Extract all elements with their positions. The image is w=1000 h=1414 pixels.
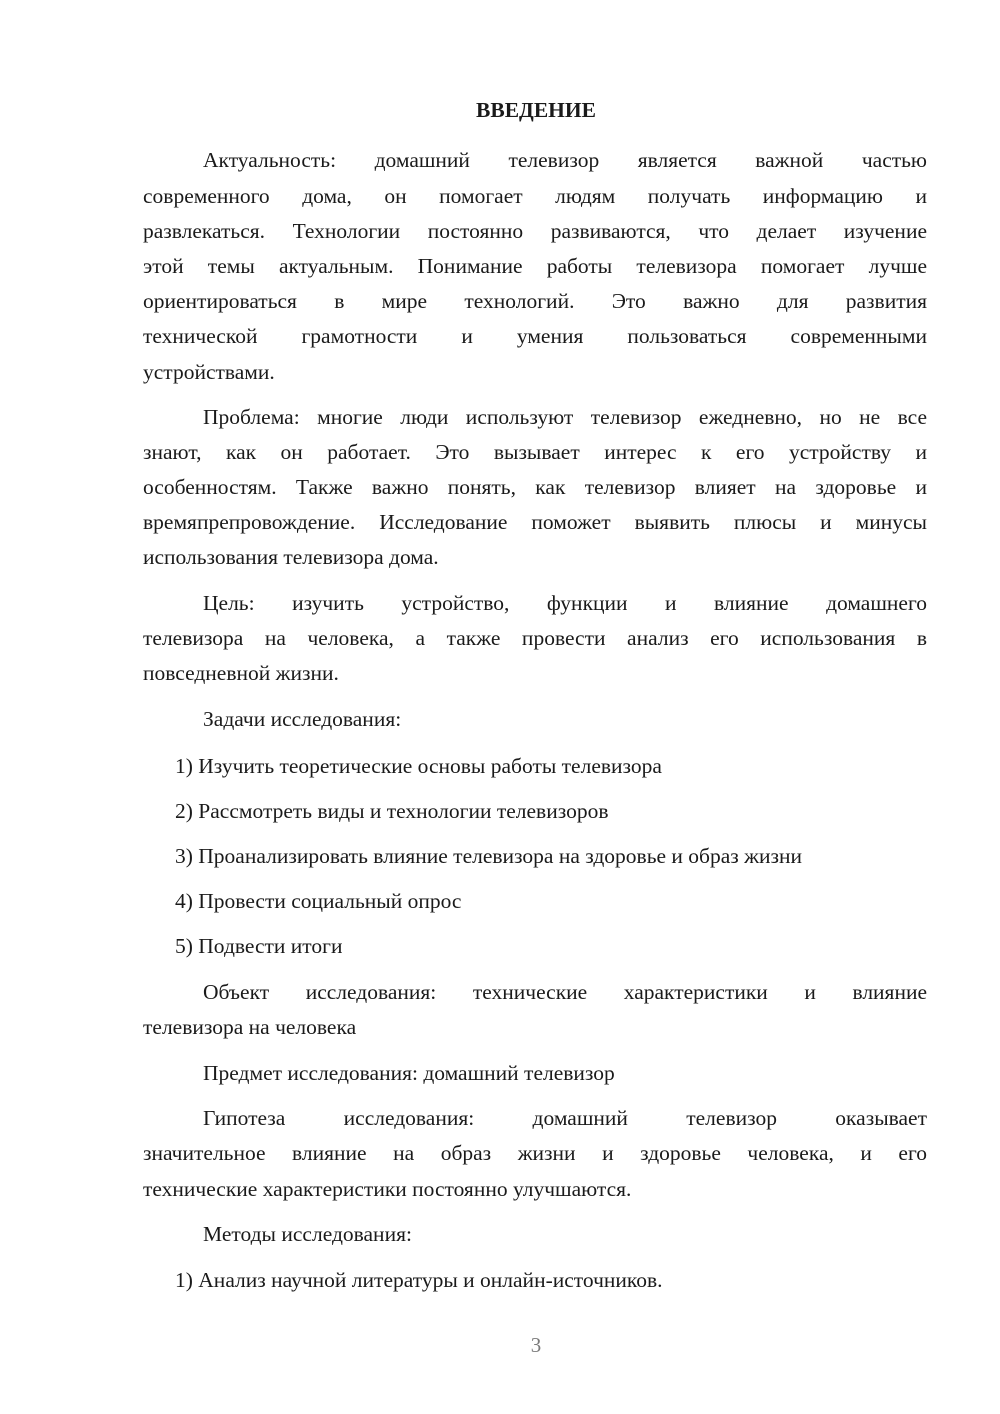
- text-line: технической грамотности и умения пользоваться современными: [143, 324, 927, 348]
- text-line: значительное влияние на образ жизни и здоровье человека, и его: [143, 1141, 927, 1165]
- text-line: телевизора на человека: [143, 1015, 357, 1039]
- text-line: Актуальность: домашний телевизор является важной частью: [203, 148, 927, 172]
- page-number: 3: [530, 1333, 542, 1357]
- text-line: этой темы актуальным. Понимание работы телевизора помогает лучше: [143, 254, 927, 278]
- text-line: повседневной жизни.: [143, 661, 339, 685]
- text-line: современного дома, он помогает людям получать информацию и: [143, 184, 927, 208]
- text-line: телевизора на человека, а также провести анализ его использования в: [143, 626, 927, 650]
- text-line: развлекаться. Технологии постоянно развиваются, что делает изучение: [143, 219, 927, 243]
- tasks-heading: Задачи исследования:: [203, 707, 402, 731]
- list-item: 4) Провести социальный опрос: [175, 889, 462, 913]
- text-line: использования телевизора дома.: [143, 545, 439, 569]
- text-line: Объект исследования: технические характеристики и влияние: [203, 980, 927, 1004]
- text-line: знают, как он работает. Это вызывает интерес к его устройству и: [143, 440, 927, 464]
- text-line: Гипотеза исследования: домашний телевизор оказывает: [203, 1106, 927, 1130]
- list-item: 1) Изучить теоретические основы работы телевизора: [175, 754, 662, 778]
- page-title: ВВЕДЕНИЕ: [476, 98, 596, 122]
- list-item: 3) Проанализировать влияние телевизора на здоровье и образ жизни: [175, 844, 803, 868]
- text-line: особенностям. Также важно понять, как телевизор влияет на здоровье и: [143, 475, 927, 499]
- text-line: Цель: изучить устройство, функции и влияние домашнего: [203, 591, 927, 615]
- text-line: устройствами.: [143, 360, 275, 384]
- list-item: 1) Анализ научной литературы и онлайн-источников.: [175, 1268, 663, 1292]
- list-item: 2) Рассмотреть виды и технологии телевизоров: [175, 799, 609, 823]
- list-item: 5) Подвести итоги: [175, 934, 343, 958]
- text-line: времяпрепровождение. Исследование поможет выявить плюсы и минусы: [143, 510, 927, 534]
- paragraph-subject: Предмет исследования: домашний телевизор: [203, 1061, 615, 1085]
- methods-heading: Методы исследования:: [203, 1222, 412, 1246]
- text-line: технические характеристики постоянно улучшаются.: [143, 1177, 632, 1201]
- text-line: Проблема: многие люди используют телевизор ежедневно, но не все: [203, 405, 927, 429]
- text-line: ориентироваться в мире технологий. Это важно для развития: [143, 289, 927, 313]
